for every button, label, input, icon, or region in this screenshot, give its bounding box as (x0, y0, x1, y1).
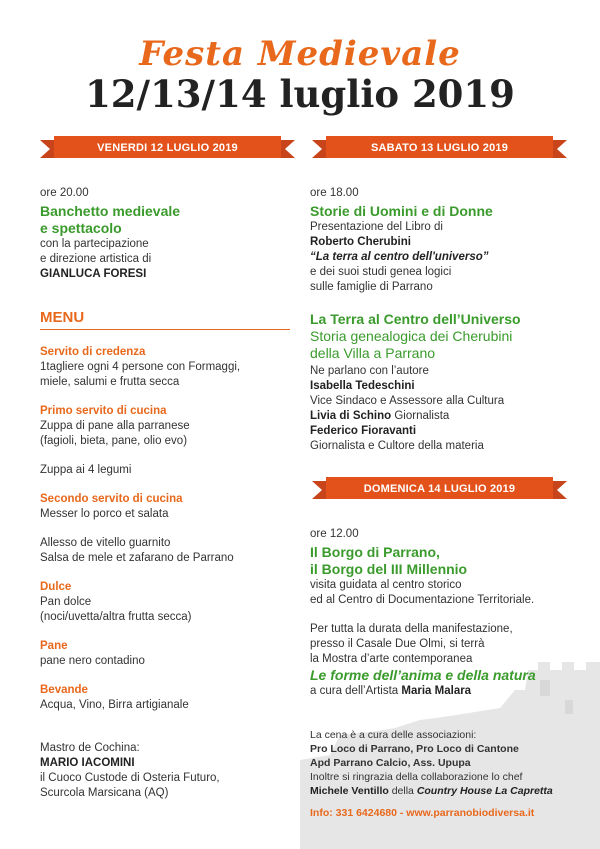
friday-section (40, 186, 290, 282)
footer-line: La cena è a cura delle associazioni: (310, 729, 477, 741)
menu-section-heading: Pane (40, 640, 68, 652)
speaker-role: Vice Sindaco e Assessore alla Cultura (310, 395, 505, 407)
menu-item: Messer lo porco et salata (40, 508, 169, 520)
chef-name: MARIO IACOMINI (40, 757, 135, 769)
menu-item: Allesso de vitello guarnito (40, 537, 171, 549)
friday-ribbon (40, 136, 295, 162)
footer-credits (310, 728, 595, 819)
saturday-ribbon (312, 136, 567, 162)
menu-item: 1tagliere ogni 4 persone con Formaggi, (40, 361, 241, 373)
sunday-line: Per tutta la durata della manifestazione, (310, 623, 513, 635)
speaker-row (310, 409, 580, 424)
sunday-ribbon (312, 477, 567, 503)
saturday-author: Roberto Cherubini (310, 236, 411, 248)
menu-section-heading: Dulce (40, 581, 72, 593)
saturday-line: Ne parlano con l’autore (310, 365, 429, 377)
sunday-title-2: il Borgo del III Millennio (310, 561, 468, 577)
saturday-section (310, 186, 580, 454)
menu-list (40, 345, 295, 801)
menu-section-heading: Servito di credenza (40, 346, 146, 358)
saturday-title: Storie di Uomini e di Donne (310, 203, 493, 219)
sunday-line: la Mostra d’arte contemporanea (310, 653, 473, 665)
friday-line-1: con la partecipazione (40, 238, 149, 250)
menu-section-heading: Secondo servito di cucina (40, 493, 183, 505)
saturday-title-2: La Terra al Centro dell’Universo (310, 311, 521, 327)
menu-section-heading: Primo servito di cucina (40, 405, 167, 417)
saturday-time: ore 18.00 (310, 187, 359, 199)
menu-section-heading: Bevande (40, 684, 88, 696)
footer-line: della (388, 785, 417, 797)
chef-line: Scurcola Marsicana (AQ) (40, 787, 169, 799)
speaker-role: Giornalista e Cultore della materia (310, 440, 484, 452)
menu-item: Zuppa ai 4 legumi (40, 464, 132, 476)
footer-chef: Michele Ventillo (310, 785, 389, 797)
menu-item: miele, salumi e frutta secca (40, 376, 180, 388)
saturday-line: e dei suoi studi genea logici (310, 266, 452, 278)
sunday-line: visita guidata al centro storico (310, 579, 462, 591)
saturday-book: “La terra al centro dell'universo” (310, 251, 489, 263)
friday-title-2: e spettacolo (40, 220, 122, 236)
sunday-ribbon-label: DOMENICA 14 LUGLIO 2019 (363, 483, 516, 495)
sunday-line: presso il Casale Due Olmi, si terrà (310, 638, 485, 650)
saturday-ribbon-label: SABATO 13 LUGLIO 2019 (370, 142, 509, 154)
menu-item: (noci/uvetta/altra frutta secca) (40, 611, 192, 623)
saturday-line: sulle famiglie di Parrano (310, 281, 433, 293)
friday-title-1: Banchetto medievale (40, 203, 181, 219)
sunday-time: ore 12.00 (310, 528, 359, 540)
footer-associations: Pro Loco di Parrano, Pro Loco di Cantone (310, 743, 519, 755)
friday-ribbon-label: VENERDI 12 LUGLIO 2019 (97, 142, 238, 154)
footer-house: Country House La Capretta (416, 785, 553, 797)
menu-title: MENU (40, 309, 85, 326)
chef-line: il Cuoco Custode di Osteria Futuro, (40, 772, 220, 784)
saturday-subtitle: Storia genealogica dei Cherubini (310, 328, 513, 344)
speaker-name: Livia di Schino (310, 410, 392, 422)
footer-line: Inoltre si ringrazia della collaborazione lo chef (310, 771, 523, 783)
event-dates: 12/13/14 luglio 2019 (85, 72, 515, 116)
sunday-title-1: Il Borgo di Parrano, (310, 544, 440, 560)
footer-info[interactable]: Info: 331 6424680 - www.parranobiodiversa.it (310, 807, 535, 819)
menu-item: pane nero contadino (40, 655, 145, 667)
menu-item: Pan dolce (40, 596, 92, 608)
speaker-name: Federico Fioravanti (310, 425, 417, 437)
saturday-line: Presentazione del Libro di (310, 221, 443, 233)
menu-item: Zuppa di pane alla parranese (40, 420, 190, 432)
exhibit-title: Le forme dell’anima e della natura (310, 667, 536, 683)
exhibit-artist: Maria Malara (401, 685, 472, 697)
friday-line-2: e direzione artistica di (40, 253, 152, 265)
menu-item: Salsa de mele et zafarano de Parrano (40, 552, 234, 564)
sunday-artist-row (310, 684, 595, 699)
menu-divider (40, 329, 290, 330)
footer-chef-row (310, 784, 595, 798)
footer-associations: Apd Parrano Calcio, Ass. Upupa (310, 757, 471, 769)
saturday-subtitle: della Villa a Parrano (310, 345, 436, 361)
event-title: Festa Medievale (139, 34, 461, 74)
friday-time: ore 20.00 (40, 187, 89, 199)
chef-label: Mastro de Cochina: (40, 742, 140, 754)
menu-item: (fagioli, bieta, pane, olio evo) (40, 435, 188, 447)
menu-item: Acqua, Vino, Birra artigianale (40, 699, 189, 711)
sunday-section (310, 527, 595, 699)
speaker-role: Giornalista (391, 410, 450, 422)
sunday-line: ed al Centro di Documentazione Territoriale. (310, 594, 535, 606)
sunday-line: a cura dell’Artista (310, 685, 402, 697)
speaker-name: Isabella Tedeschini (310, 380, 415, 392)
friday-artist: GIANLUCA FORESI (40, 268, 147, 280)
